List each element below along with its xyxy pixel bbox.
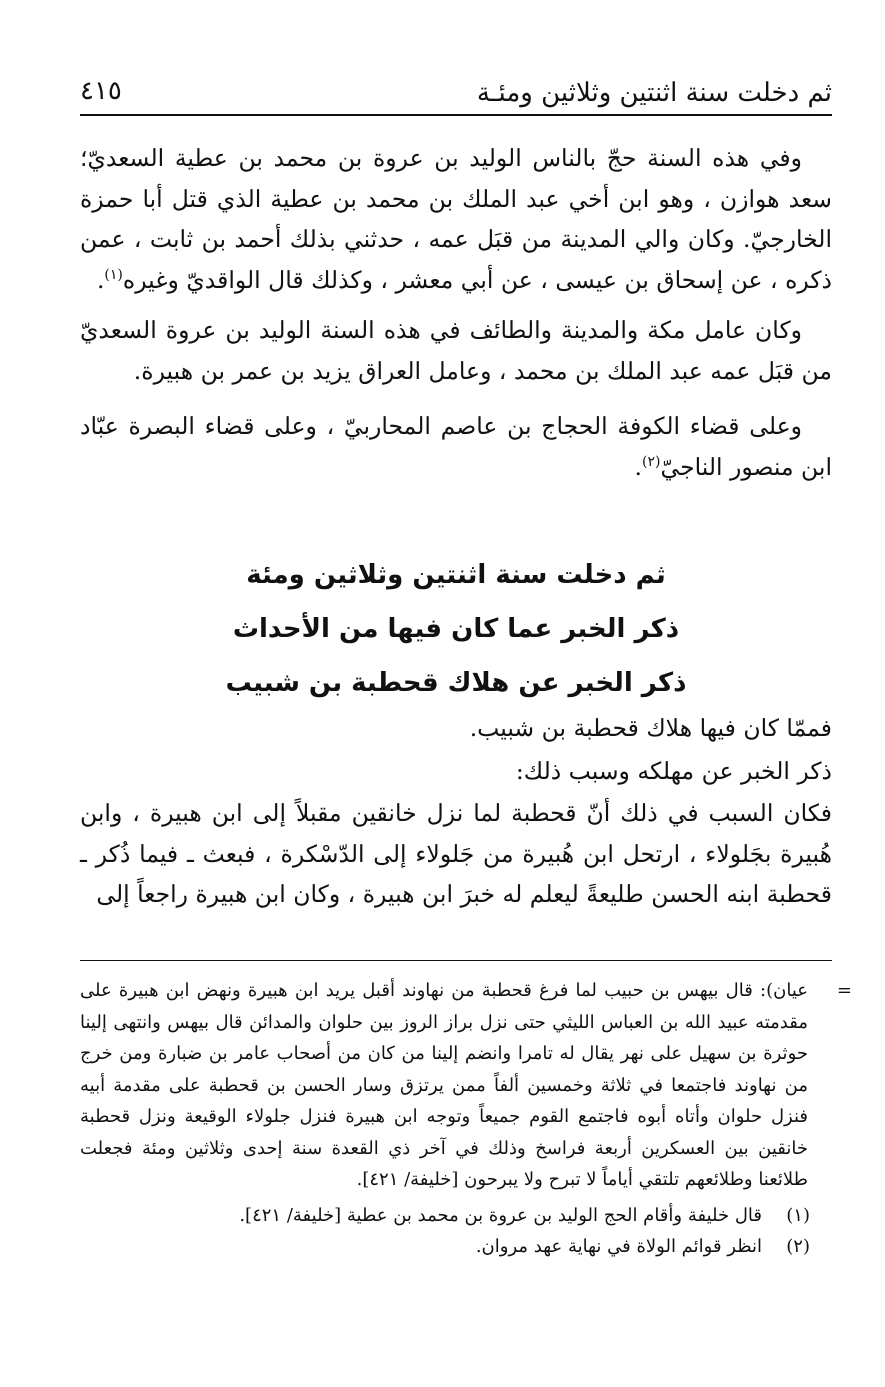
paragraph: ذكر الخبر عن مهلكه وسبب ذلك: (515, 756, 832, 785)
paragraph-text: وعلى قضاء الكوفة الحجاج بن عاصم المحاربيّ ، وعلى قضاء البصرة عبّاد ابن منصور الناجيّ (80, 412, 832, 481)
footnote-text: عيان): قال بيهس بن حبيب لما فرغ قحطبة من نهاوند أقبل يريد ابن هبيرة ونهض ابن هبيرة على مقدمته عبيد الله بن العباس الليثي حتى نزل براز الروز بين حلوان والمدائن قال بيهس وانتهى إلينا حوثرة بن سهيل على نهر يقال له تامرا وانضم إلينا من كان من أصحاب عامر بن ضبارة ومن خرج من نهاوند فاجتمعا في ثلاثة وخمسين ألفاً ممن يرتزق وسار الحسن بن قحطبة على مقدمة أبيه فنزل حلوان وأتاه أبوه فاجتمع القوم جميعاً وتوجه ابن هبيرة فنزل جلولاء الوقيعة ونزل قحطبة خانقين بين العسكرين أربعة فراسخ وذلك في آخر ذي القعدة سنة إحدى وثلاثين ومئة فجعلت طلائعنا وطلائعهم تلتقي أياماً لا تبرح ولا يبرحون [خليفة/ ٤٢١]. (80, 980, 808, 1190)
section-heading: ثم دخلت سنة اثنتين وثلاثين ومئة (246, 560, 666, 590)
section-heading: ذكر الخبر عما كان فيها من الأحداث (232, 614, 680, 644)
running-title: ثم دخلت سنة اثنتين وثلاثين ومئـة (476, 78, 832, 108)
page-header (80, 72, 832, 116)
footnote (80, 1231, 832, 1263)
section-headings (80, 548, 832, 710)
footnote-number: (٢) (786, 1236, 810, 1257)
paragraph: فكان السبب في ذلك أنّ قحطبة لما نزل خانقين مقبلاً إلى ابن هبيرة ، وابن هُبيرة بجَلولاء ، ارتحل ابن هُبيرة من جَلولاء إلى الدّسْكرة ، فبعث ـ فيما ذُكر ـ قحطبة ابنه الحسن طليعةً ليعلم له خبرَ ابن هبيرة ، وكان ابن هبيرة راجعاً إلى (80, 799, 833, 908)
section-heading: ذكر الخبر عن هلاك قحطبة بن شبيب (225, 668, 687, 698)
paragraph-text: وفي هذه السنة حجّ بالناس الوليد بن عروة بن محمد بن عطية السعديّ؛ سعد هوازن ، وهو ابن أخي عبد الملك بن محمد بن عطية الذي قتل أبا حمزة الخارجيّ. وكان والي المدينة من قبَل عمه ، حدثني بذلك أحمد بن ثابت ، عمن ذكره ، عن إسحاق بن عيسى ، عن أبي معشر ، وكذلك قال الواقديّ وغيره (80, 144, 832, 294)
footnote-text: قال خليفة وأقام الحج الوليد بن عروة بن محمد بن عطية [خليفة/ ٤٢١]. (239, 1204, 762, 1226)
paragraph-text: وكان عامل مكة والمدينة والطائف في هذه السنة الوليد بن عروة السعديّ من قبَل عمه عبد الملك بن محمد ، وعامل العراق يزيد بن عمر بن هبيرة. (80, 316, 832, 385)
section-text (80, 708, 832, 917)
footnotes (80, 975, 852, 1263)
paragraph: وعلى قضاء الكوفة الحجاج بن عاصم المحاربيّ ، وعلى قضاء البصرة عبّاد ابن منصور الناجيّ$^{(٢)}$. (80, 412, 832, 481)
footnote (80, 1200, 832, 1232)
footnote-continuation (80, 975, 852, 1196)
main-text (80, 138, 832, 502)
footnote-ref: (٢) (642, 453, 661, 470)
footnote-ref: (١) (104, 266, 123, 283)
page-number: ٤١٥ (80, 76, 122, 106)
footnote-number: (١) (786, 1204, 810, 1226)
footnote-text: انظر قوائم الولاة في نهاية عهد مروان. (475, 1236, 762, 1257)
paragraph: وفي هذه السنة حجّ بالناس الوليد بن عروة بن محمد بن عطية السعديّ؛ سعد هوازن ، وهو ابن أخي عبد الملك بن محمد بن عطية الذي قتل أبا حمزة الخارجيّ. وكان والي المدينة من قبَل عمه ، حدثني بذلك أحمد بن ثابت ، عمن ذكره ، عن إسحاق بن عيسى ، عن أبي معشر ، وكذلك قال الواقديّ وغيره$^{(١)}$. (80, 144, 832, 294)
continuation-mark: = (836, 980, 852, 1001)
paragraph (80, 310, 832, 391)
paragraph: فممّا كان فيها هلاك قحطبة بن شبيب. (469, 714, 832, 742)
footnote-divider (80, 960, 832, 961)
